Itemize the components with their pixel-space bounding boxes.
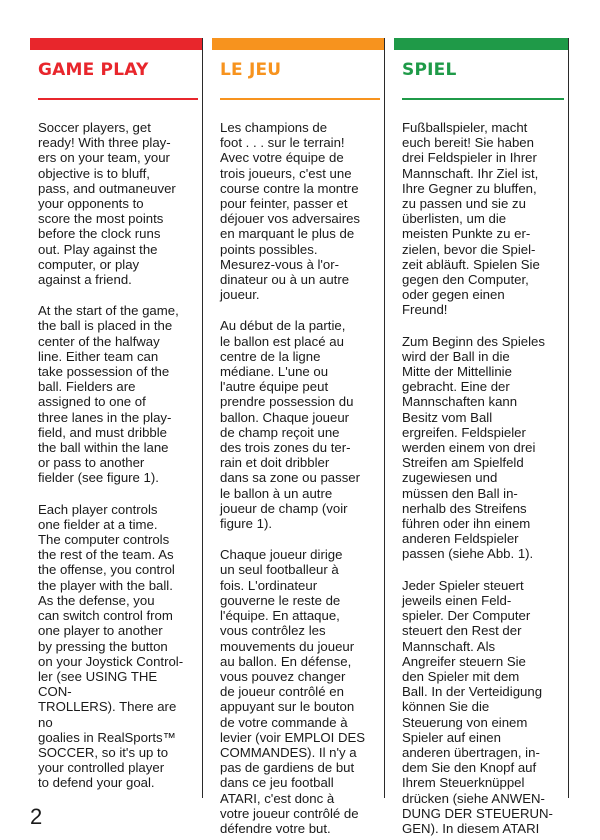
column-german [394,38,569,836]
paragraph: Each player controls one fielder at a time. The computer controls the rest of the team. As the offense, you control the player with the ball. As the defense, you can switch control from one player to another by pressing the button on your Joystick Control- ler (see USING THE CON- TROLLERS). There are no goalies in RealSports™ SOCCER, so it's up to your controlled player to defend your goal. [38,501,184,791]
column-header-bar [394,38,568,50]
column-body [394,100,568,836]
paragraph: At the start of the game, the ball is placed in the center of the halfway line. Either team can take possession of the ball. Fielders are assigned to one of three lanes in the play- field, and must dribble the ball within the lane or pass to another fielder (see figure 1). [38,303,179,486]
paragraph: Soccer players, get ready! With three play- ers on your team, your objective is to bluff, pass, and outmaneuver your opponents to score the most points before the clock runs out. Play against the computer, or play against a friend. [38,120,176,288]
paragraph: Fußballspieler, macht euch bereit! Sie haben drei Feldspieler in Ihrer Mannschaft. Ihr Ziel ist, Ihre Gegner zu bluffen, zu passen und sie zu überlisten, um die meisten Punkte zu er- zielen, bevor die Spiel- zeit abläuft. Spielen Sie gegen den Computer, oder gegen einen Freund! [402,120,540,318]
column-body [212,100,384,836]
column-body [30,100,202,791]
column-header-bar [212,38,384,50]
paragraph: Jeder Spieler steuert jeweils einen Feld- spieler. Der Computer steuert den Rest der Mannschaft. Als Angreifer steuern Sie den Spieler mit dem Ball. In der Verteidigung können Sie die Steuerung von einem Spieler auf einen anderen übertragen, in- dem Sie den Knopf auf Ihrem Steuerknüppel drücken (siehe ANWEN- DUNG DER STEUERUN- GEN). In diesem ATARI [402,577,553,836]
column-french [212,38,385,836]
paragraph: Chaque joueur dirige un seul footballeur à fois. L'ordinateur gouverne le reste de l'équipe. En attaque, vous contrôlez les mouvements du joueur au ballon. En défense, vous pouvez changer de joueur contrôlé en appuyant sur le bouton de votre commande à levier (voir EMPLOI DES COMMANDES). Il n'y a pas de gardiens de but dans ce jeu football ATARI, c'est donc à votre joueur contrôlé de défendre votre but. [220,547,366,836]
column-title: LE JEU [220,60,282,80]
page-number: 2 [30,804,43,829]
column-title: SPIEL [402,60,457,80]
paragraph: Au début de la partie, le ballon est placé au centre de la ligne médiane. L'une ou l'autre équipe peut prendre possession du ballon. Chaque joueur de champ reçoit une des trois zones du ter- rain et doit dribbler dans sa zone ou passer le ballon à un autre joueur de champ (voir figure 1). [220,318,361,532]
paragraph: Zum Beginn des Spieles wird der Ball in die Mitte der Mittellinie gebracht. Eine der Mannschaften kann Besitz vom Ball ergreifen. Feldspieler werden einem von drei Streifen am Spielfeld zugewiesen und müssen den Ball in- nerhalb des Streifens führen oder ihn einem anderen Feldspieler passen (siehe Abb. 1). [402,333,545,562]
column-header-bar [30,38,202,50]
column-title: GAME PLAY [38,60,149,80]
column-english [30,38,203,798]
paragraph: Les champions de foot . . . sur le terrain! Avec votre équipe de trois joueurs, c'est une course contre la montre pour feinter, passer et déjouer vos adversaires en marquant le plus de points possibles. Mesurez-vous à l'or- dinateur ou à un autre joueur. [220,120,361,303]
